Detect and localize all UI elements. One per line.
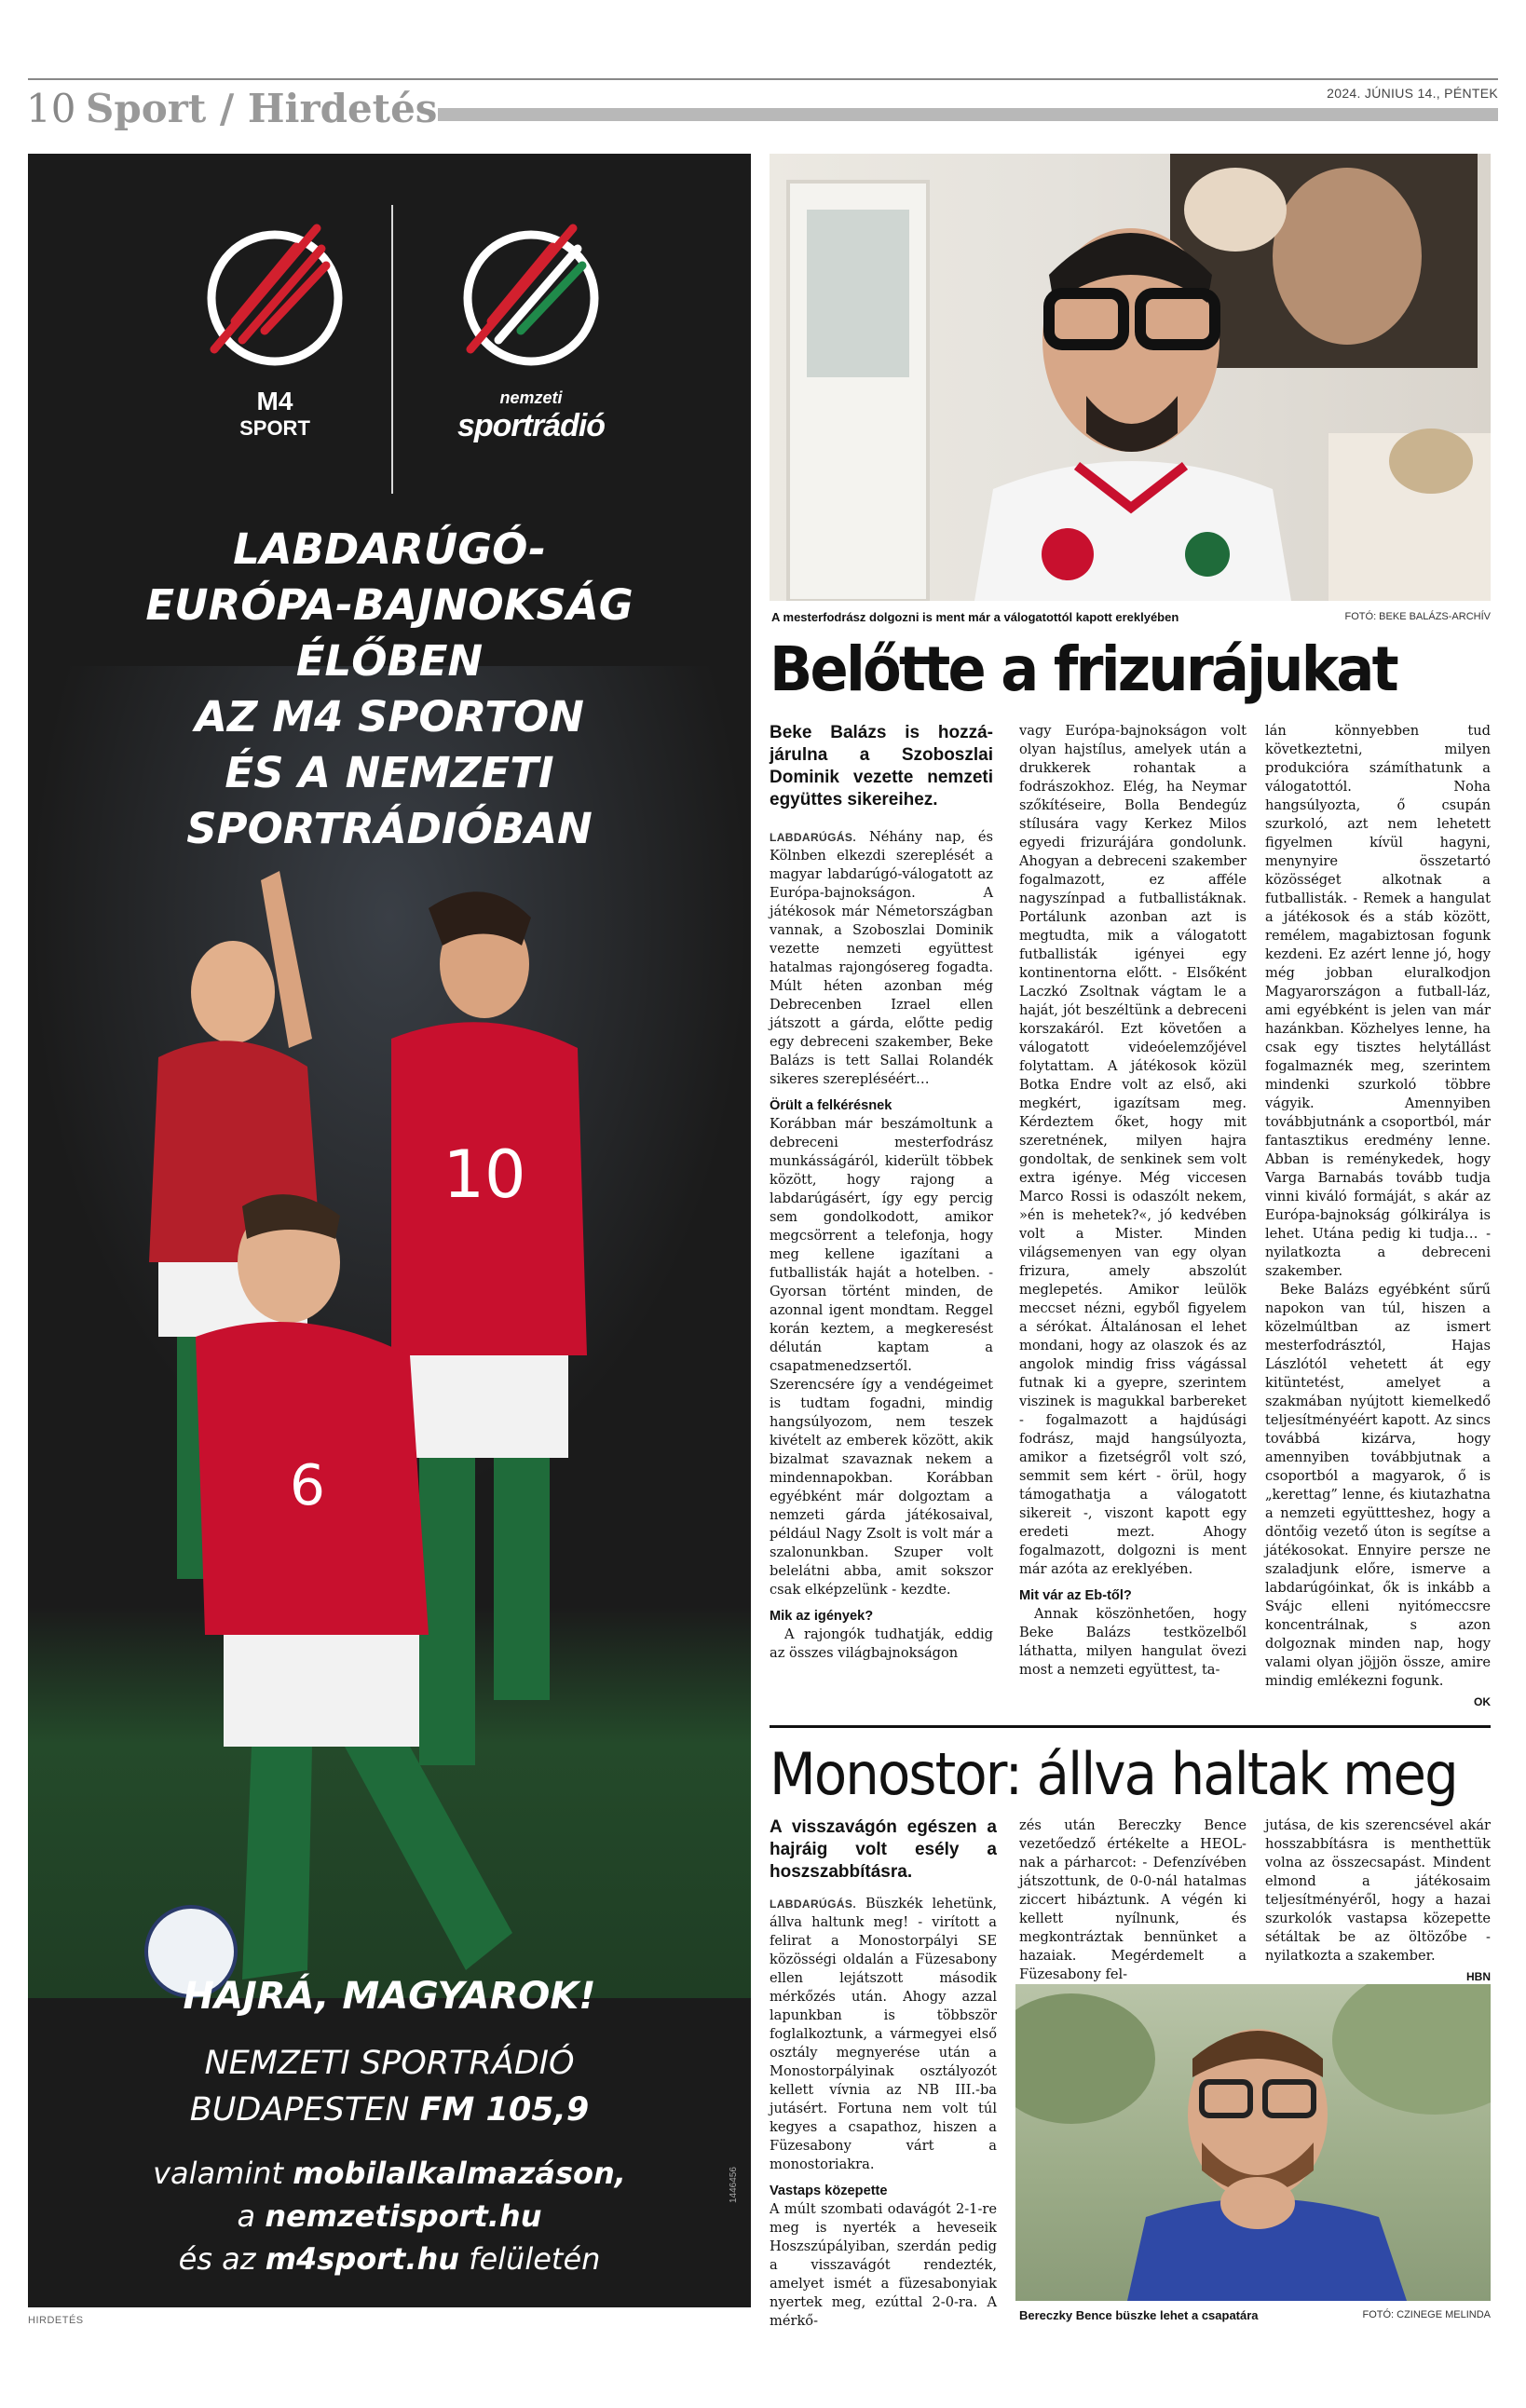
article1-paragraph: lán könnyebben tud következtetni, milyen produkcióra számíthatunk a válogatottól. Noha hangsúlyozta, ő csupán szurkoló, azt nem lehetett figyelmen kívül hagyni, menynyire összetartó közösséget alkotnak a futballisták. - Remek a hangulat a játékosok és a stáb között, remélem, magabiztosan fogunk kezdeni. Ez azért lenne jó, hogy még jobban eluralkodjon Magyarországon a futball-láz, ami egyébként is jelen van már hazánkban. Közhelyes lenne, ha csak egy tisztes helytállást fogalmaznék meg, szerintem mindenki szurkoló többre vágyik. Amennyiben továbbjutnánk a csoportból, már fantasztikus eredmény lenne. Abban is reménykedek, hogy Varga Barnabás tovább tudja vinni kiváló formáját, s akár az Európa-bajnokság gólkirálya is lehet. Utána pedig ki tudja… - nyilatkozta a debreceni szakember. xyxy=(1265,723,1491,1279)
article1-paragraph xyxy=(770,828,993,1089)
sportradio-line2: sportrádió xyxy=(456,408,606,443)
m4-sport-logo xyxy=(186,210,363,441)
barber-photo-illustration xyxy=(770,154,1491,601)
barber-photo xyxy=(770,154,1491,601)
nemzetisport-link[interactable]: nemzetisport.hu xyxy=(265,2198,542,2234)
ad-headline-line: LABDARÚGÓ- xyxy=(233,524,546,574)
ad-app-line1 xyxy=(28,2152,751,2195)
logo-divider xyxy=(391,205,393,494)
ad-headline-line: SPORTRÁDIÓBAN xyxy=(186,804,593,853)
article2-paragraph: A múlt szombati odavágót 2-1-re meg is nyerték a heveseik Hoszszúpályiban, szerdán pedig a visszavágót rendezték, amelyet ismét a füzesabonyiak nyertek meg, ezúttal 2-0-ra. A mérkő- xyxy=(770,2201,997,2329)
shirt-number-six: 6 xyxy=(289,1453,326,1518)
ad-radio-frequency: FM 105,9 xyxy=(419,2091,590,2129)
ad-app-text: és az xyxy=(178,2241,256,2277)
m4-logo-line2: SPORT xyxy=(239,416,310,440)
header-rule xyxy=(28,78,1498,80)
ad-slogan: HAJRÁ, MAGYAROK! xyxy=(183,1975,596,2018)
article2-paragraph: jutása, de kis szerencsével akár hosszabbításra is menthettük volna az összecsapást. Mindent elmond a játékosaim teljesítményéről, hogy a hazai szurkolók vastapsa közepette sétáltak be az öltözőbe - nyilatkozta a szakember. xyxy=(1265,1817,1491,1964)
article2-subhead: Vastaps közepette xyxy=(770,2184,888,2198)
ad-radio-line1: NEMZETI SPORTRÁDIÓ xyxy=(204,2045,575,2082)
article2-lead: A visszavágón egészen a hajráig volt esély a hoszszabbításra. xyxy=(770,1817,997,1882)
ad-radio-city: BUDAPESTEN xyxy=(189,2091,410,2129)
coach-photo-caption: Bereczky Bence büszke lehet a csapatára xyxy=(1019,2308,1259,2322)
ad-headline xyxy=(28,522,751,857)
article1-paragraph: vagy Európa-bajnokságon volt olyan hajstílus, amelyek után a drukkerek rohantak a fodrászokhoz. Elég, ha Neymar szőkítéseire, Bolla Bendegúz stílusára vagy Kerkez Milos egyedi frizurájára gondolunk. Ahogyan a debreceni szakember fogalmazott, ez afféle nagyszínpad a futballistáknak. Portálunk azonban azt is megtudta, mik a válogatott futballisták igényei egy kontinentorna előtt. - Elsőként Laczkó Zsoltnak vágtam le a haját, jót beszéltünk a debreceni korszakáról. Ezt követően a válogatott videóelemzőjével folytattam. A játékosok közül Botka Endre volt az első, aki megkért, igazítsam meg. Kérdeztem őket, hogy mit szeretnének, milyen hajra gondoltak, de senkinek sem volt extra igénye. Még viccesen Marco Rossi is odaszólt nekem, »én is mehetek?«, jó kedvében volt a Mister. Minden világsemenyen van egy olyan frizura, amely abszolút meglepetés. Amikor leülök meccset nézni, egyből figyelem a sérókat. Általánosan el lehet mondani, hogy az olaszok és az angolok mindig friss vágással futnak ki a gyepre, szerintem viszinek is magukkal barbereket - fogalmazott a hajdúsági fodrász, majd hangsúlyozta, amikor a fizetségről volt szó, semmit sem kért - örül, hogy támogathatja a válogatott sikereit -, viszont kapott egy eredeti mezt. Ahogy fogalmazott, dolgozni is ment már azóta az ereklyében. xyxy=(1019,723,1247,1577)
sportradio-logo-icon xyxy=(410,210,652,387)
m4sport-link[interactable]: m4sport.hu xyxy=(265,2241,460,2277)
article2-kicker: LABDARÚGÁS. xyxy=(770,1898,857,1911)
article1-paragraph: A rajongók tudhatják, eddig az összes világbajnokságon xyxy=(770,1626,993,1661)
article1-kicker: LABDARÚGÁS. xyxy=(770,831,857,844)
article1-column-1 xyxy=(770,722,993,1663)
header-bar xyxy=(438,108,1498,121)
article1-subhead: Mit vár az Eb-től? xyxy=(1019,1588,1132,1603)
ad-app-line2 xyxy=(28,2195,751,2238)
article2-headline: Monostor: állva haltak meg xyxy=(770,1740,1457,1808)
article1-signature: OK xyxy=(1474,1695,1491,1708)
ad-app-text: a xyxy=(237,2198,256,2234)
article1-column-3 xyxy=(1265,722,1491,1711)
ad-app-info xyxy=(28,2152,751,2280)
coach-photo xyxy=(1015,1984,1491,2301)
article2-signature: HBN xyxy=(1466,1970,1491,1983)
article2-paragraph: zés után Bereczky Bence vezetőedző értékelte a HEOL-nak a párharcot: - Defenzívében játszottunk, de 0-0-nál hatalmas ziccert hibáztunk. A végén ki kellett nyílnunk, és megkontráztak bennünket a hazaiak. Megérdemelt a Füzesabony fel- xyxy=(1019,1817,1247,1982)
shirt-number-ten: 10 xyxy=(443,1136,526,1213)
barber-photo-credit: FOTÓ: BEKE BALÁZS-ARCHÍV xyxy=(1344,611,1491,622)
page-number: 10 xyxy=(26,86,76,131)
section-title: Sport / Hirdetés xyxy=(86,86,438,131)
coach-photo-credit: FOTÓ: CZINEGE MELINDA xyxy=(1362,2309,1491,2320)
sportradio-line1: nemzeti xyxy=(499,388,563,407)
ad-headline-line: ÉLŐBEN xyxy=(295,636,484,686)
article2-column-3 xyxy=(1265,1816,1491,1986)
ad-app-line3 xyxy=(28,2238,751,2280)
article1-paragraph: Annak köszönhetően, hogy Beke Balázs testközelből láthatta, milyen hangulat övezi most a nemzeti együttest, ta- xyxy=(1019,1606,1247,1678)
advertisement[interactable] xyxy=(28,154,751,2307)
ad-headline-line: EURÓPA-BAJNOKSÁG xyxy=(145,580,634,630)
m4-logo-line1: M4 xyxy=(256,387,293,415)
article2-text: Büszkék lehetünk, állva haltunk meg! - virított a felirat a Monostorpályi SE közösségi oldalán a Füzesabony ellen lejátszott második mérkőzés után. Ahogy azzal lapunkban is többször foglalkoztunk, a vármegyei első osztály megnyerése után a Monostorpályinak osztályozót kellett vívnia az NB III.-ba jutásért. Fortuna nem volt túl kegyes a csapathoz, hiszen a Füzesabony várt a monostoriakra. xyxy=(770,1896,997,2172)
m4-logo-icon xyxy=(186,210,363,387)
article2-paragraph xyxy=(770,1895,997,2174)
article1-subhead: Mik az igények? xyxy=(770,1609,874,1624)
article1-paragraph: Korábban már beszámoltunk a debreceni mesterfodrász munkásságáról, kiderült többek között, hogy rajong a labdarúgásért, így egy percig sem gondolkodott, amikor megcsörrent a telefonja, hogy meg kellene igazítani a futballisták haját a hotelben. - Gyorsan történt minden, de azonnal igent mondtam. Reggel korán keztem, a megkeresést délután kaptam a csapatmenedzsertől. Szerencsére így a vendégeimet is tudtam fogadni, mindig hangsúlyozom, nem teszek kivételt az emberek között, akik bizalmat szavaznak nekem a mindennapokban. Korábban egyébként már dolgoztam a nemzeti gárda játékosaival, például Nagy Zsolt is volt már a szalonunkban. Szuper volt belelátni abba, amit sokszor csak elképzelünk - kezdte. xyxy=(770,1116,993,1598)
ad-app-text: felületén xyxy=(469,2241,601,2277)
article2-column-1 xyxy=(770,1816,997,2331)
ad-radio-line2 xyxy=(28,2087,751,2133)
article1-column-2 xyxy=(1019,722,1247,1680)
sportradio-logo xyxy=(410,210,652,444)
article1-lead: Beke Balázs is hozzájárulna a Szoboszlai Dominik vezette nemzeti együttes sikereihez. xyxy=(770,723,993,809)
ad-code: 1446456 xyxy=(729,2167,739,2203)
article1-headline: Belőtte a frizurájukat xyxy=(770,633,1397,705)
article2-column-2 xyxy=(1019,1816,1247,1984)
article-divider xyxy=(770,1725,1491,1728)
ad-headline-line: AZ M4 SPORTON xyxy=(195,692,584,741)
article1-text: Néhány nap, és Kölnben elkezdi szereplését a magyar labdarúgó-válogatott az Európa-bajnokságon. A játékosok már Németországban vannak, a Szoboszlai Dominik vezette nemzeti együttest hatalmas rajongósereg fogadta. Múlt héten azonban még Debrecenben Izrael ellen játszott a gárda, előtte pedig egy debreceni szakember, Beke Balázs is tett Sallai Rolandék sikeres szerepléséért… xyxy=(770,829,993,1087)
ad-app-text: valamint xyxy=(153,2156,284,2191)
barber-photo-caption: A mesterfodrász dolgozni is ment már a válogatottól kapott ereklyében xyxy=(771,610,1179,624)
dateline: 2024. JÚNIUS 14., PÉNTEK xyxy=(1327,86,1498,101)
football-players-illustration xyxy=(121,871,699,2082)
coach-photo-illustration xyxy=(1015,1984,1491,2301)
article1-paragraph: Beke Balázs egyébként sűrű napokon van túl, hiszen a közelmúltban az ismert mesterfodrásztól, Hajas Lászlótól vehetett át egy kitüntetést, amelyet a szakmában nyújtott kiemelkedő teljesítményéért kapott. Az sincs továbbá kizárva, hogy amennyiben továbbjutnak a csoportból a magyarok, ő is „kerettag” lenne, és kiutazhatna a nemzeti együttteshez, hogy a döntőig vezető úton is segítse a játékosokat. Ennyire persze ne szaladjunk előre, ismerve a labdarúgóinkat, ők is inkább a Svájc elleni nyitómeccsre koncentrálnak, s azon dolgoznak minden nap, hogy valami olyan jöjjön össze, amire mindig emlékezni fogunk. xyxy=(1265,1282,1491,1689)
article1-subhead: Örült a felkérésnek xyxy=(770,1098,892,1113)
ad-app-bold: mobilalkalmazáson, xyxy=(293,2156,626,2191)
ad-radio-info xyxy=(28,2040,751,2133)
ad-headline-line: ÉS A NEMZETI xyxy=(225,748,554,797)
ad-label: HIRDETÉS xyxy=(28,2315,84,2326)
